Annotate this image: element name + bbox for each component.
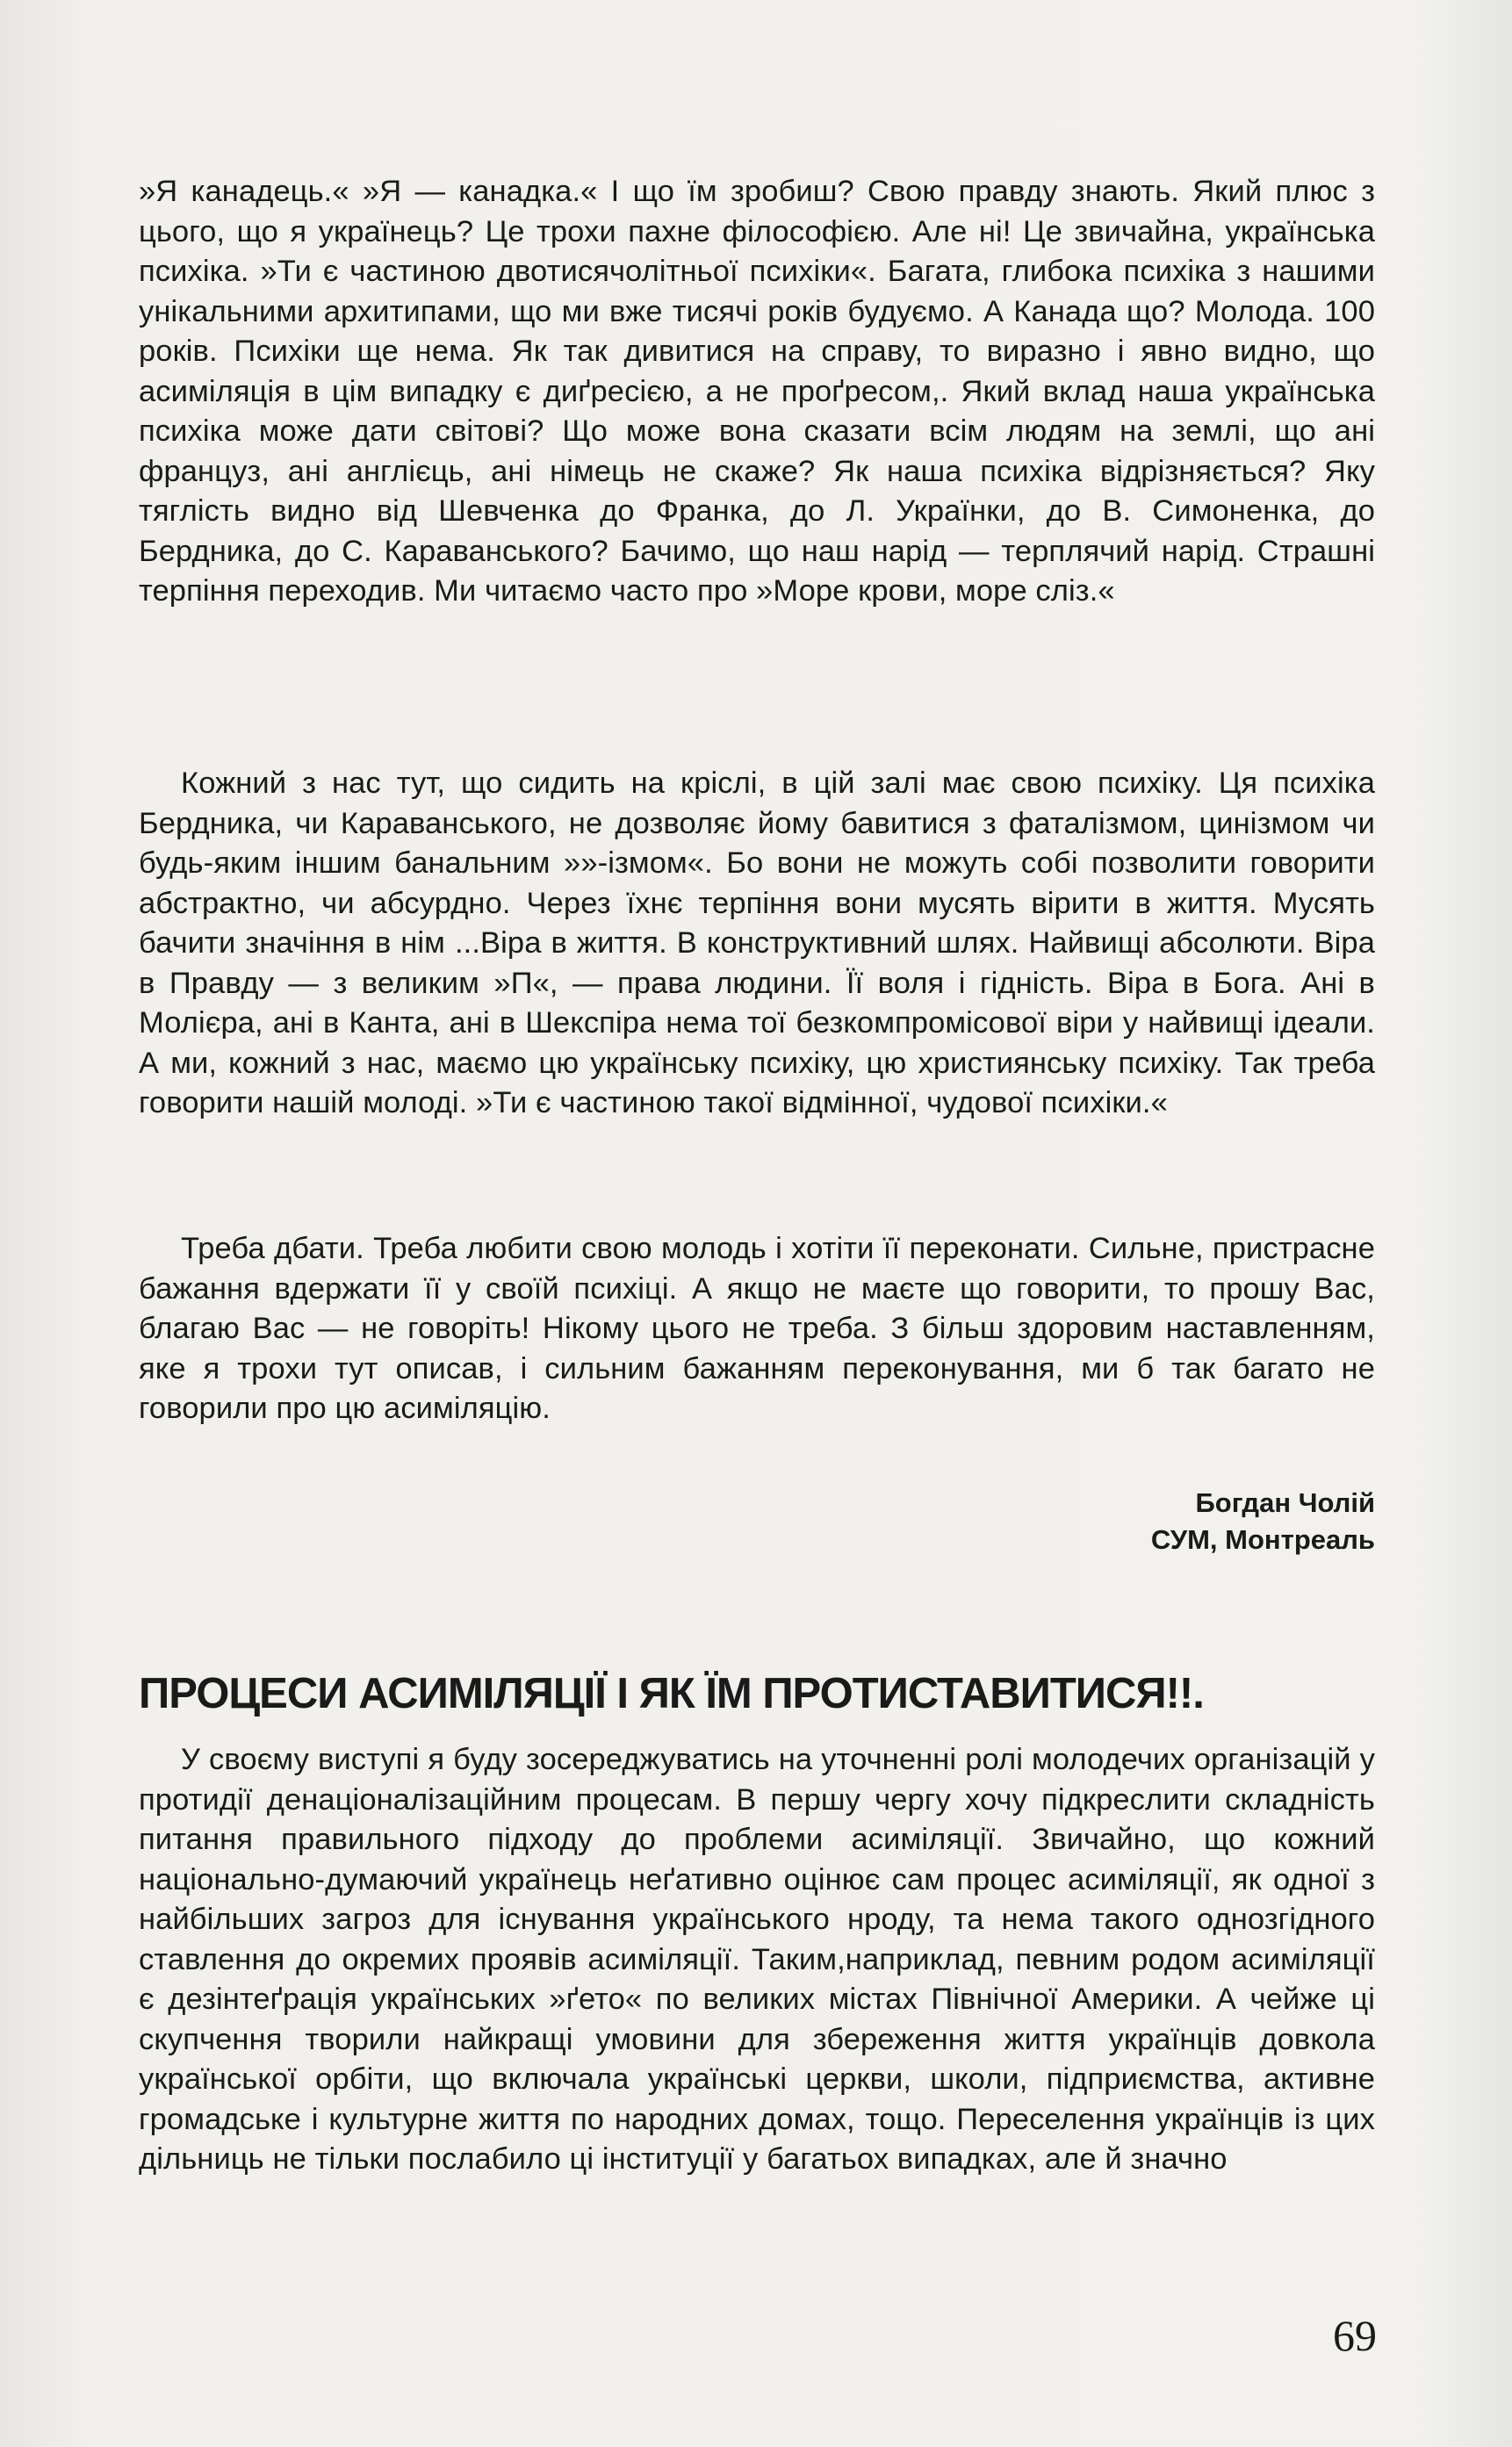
article-two-paragraph-1: У своєму виступі я буду зосереджуватись на уточненні ролі молодечих організацій у протидії денаціоналізаційним процесам. В першу чергу хочу підкреслити складність питання правильного підходу до проблеми асиміляції. Звичайно, що кожний національно-думаючий українець неґативно оцінює сам процес асиміляції, як одної з найбільших загроз для існування українського нроду, та нема такого однозгідного ставлення до окремих проявів асиміляції. Таким,наприклад, певним родом асиміляції є дезінтеґрація українських »ґето« по великих містах Північної Америки. А чейже ці скупчення творили найкращі умовини для збереження життя українців довкола української орбіти, що включала українські церкви, школи, підприємства, активне громадське і культурне життя по народних домах, тощо. Переселення українців із цих дільниць не тільки послабило ці інституції у багатьох випадках, але й значно [139,1743,1375,2176]
article-one-body [139,172,1375,612]
author-name: Богдан Чолій [1195,1487,1375,1518]
article-one-paragraph-2: Кожний з нас тут, що сидить на кріслі, в цій залі має свою психіку. Ця психіка Бердника, чи Караванського, не дозволяє йому бавитися з фаталізмом, цинізмом чи будь-яким іншим банальним »»-ізмом«. Бо вони не можуть собі позволити говорити абстрактно, чи абсурдно. Через їхнє терпіння вони мусять вірити в життя. Мусять бачити значіння в нім ...Віра в життя. В конструктивний шлях. Найвищі абсолюти. Віра в Правду — з великим »П«, — права людини. Її воля і гідність. Віра в Бога. Ані в Молієра, ані в Канта, ані в Шекспіра нема тої безкомпромісової віри у найвищі ідеали. А ми, кожний з нас, маємо цю українську психіку, цю християнську психіку. Так треба говорити нашій молоді. »Ти є частиною такої відмінної, чудової психіки.« [139,766,1375,1119]
article-one-body-end [139,1229,1375,1429]
page-number: 69 [1333,2311,1377,2360]
article-one-body-cont [139,764,1375,1124]
article-one-paragraph-1: »Я канадець.« »Я — канадка.« І що їм зробиш? Свою правду знають. Який плюс з цього, що я українець? Це трохи пахне філософією. Але ні! Це звичайна, українська психіка. »Ти є частиною двотисячолітньої психіки«. Багата, глибока психіка з нашими унікальними архитипами, що ми вже тисячі років будуємо. А Канада що? Молода. 100 років. Психіки ще нема. Як так дивитися на справу, то виразно і явно видно, що асиміляція в цім випадку є диґресією, а не проґресом,. Який вклад наша українська психіка може дати світові? Що може вона сказати всім людям на землі, що ані француз, ані англієць, ані німець не скаже? Як наша психіка відрізняється? Яку тяглість видно від Шевченка до Франка, до Л. Українки, до В. Симоненка, до Бердника, до С. Караванського? Бачимо, що наш нарід — терплячий нарід. Страшні терпіння переходив. Ми читаємо часто про »Море крови, море сліз.« [139,175,1375,608]
article-one-paragraph-3: Треба дбати. Треба любити свою молодь і хотіти її переконати. Сильне, пристрасне бажання вдержати її у своїй психіці. А якщо не маєте що говорити, то прошу Вас, благаю Вас — не говоріть! Нікому цього не треба. З більш здоровим наставленням, яке я трохи тут описав, і сильним бажанням переконування, ми б так багато не говорили про цю асиміляцію. [139,1232,1375,1425]
article-two-heading: ПРОЦЕСИ АСИМІЛЯЦІЇ І ЯК ЇМ ПРОТИСТАВИТИСЯ!!. [139,1670,1204,1717]
signature-block [139,1486,1375,1565]
author-affiliation: СУМ, Монтреаль [1150,1524,1375,1555]
article-two-body [139,1740,1375,2180]
